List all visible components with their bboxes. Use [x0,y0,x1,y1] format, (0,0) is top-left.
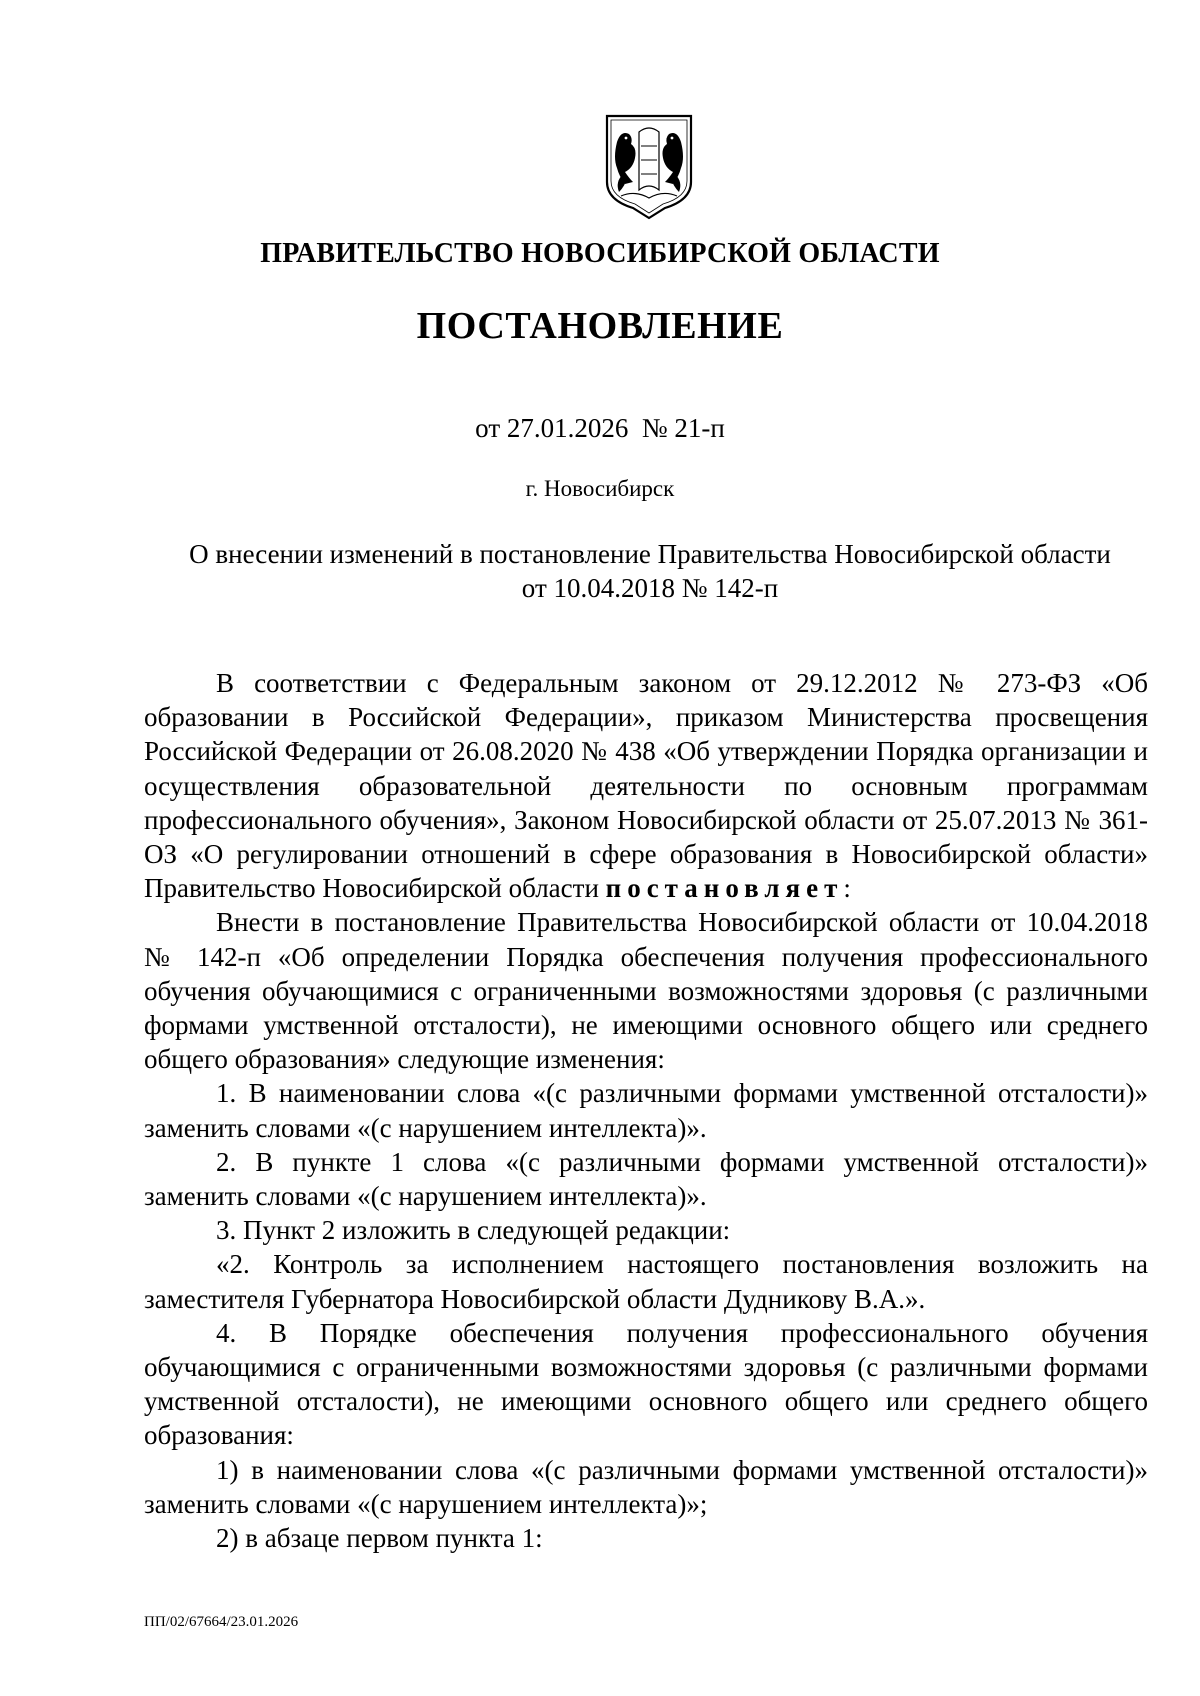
preamble-paragraph [144,666,1148,905]
resolves-colon: : [843,873,851,904]
coat-of-arms-icon [603,112,695,220]
resolves-word: постановляет [605,873,844,904]
body-paragraph: 1) в наименовании слова «(с различными формами умственной отсталости)» заменить словами «(с нарушением интеллекта)»; [144,1454,1148,1519]
body-paragraph: 4. В Порядке обеспечения получения профессионального обучения обучающимися с ограниченными возможностями здоровья (с различными формами умственной отсталости), не имеющими основного общего или среднего общего образования: [144,1317,1148,1451]
subject-line: от 10.04.2018 № 142-п [521,573,779,603]
body-paragraph: 2) в абзаце первом пункта 1: [216,1523,543,1554]
subject-line: О внесении изменений в постановление Правительства Новосибирской области [189,539,1111,569]
document-body [144,666,1148,1555]
body-paragraph: 3. Пункт 2 изложить в следующей редакции: [216,1215,731,1246]
body-paragraph: 2. В пункте 1 слова «(с различными формами умственной отсталости)» заменить словами «(с нарушением интеллекта)». [144,1146,1148,1212]
body-paragraph: «2. Контроль за исполнением настоящего постановления возложить на заместителя Губернатора Новосибирской области Дудникову В.А.». [144,1249,1148,1314]
preamble-text: В соответствии с Федеральным законом от 29.12.2012 № 273-ФЗ «Об образовании в Российской Федерации», приказом Министерства просвещения Российской Федерации от 26.08.2020 № 438 «Об утверждении Порядка организации и осуществления образовательной деятельности по основным программам профессионального обучения», Законом Новосибирской области от 25.07.2013 № 361-ОЗ «О регулировании отношений в сфере образования в Новосибирской области» Правительство Новосибирской области [144,668,1148,904]
document-date-number: от 27.01.2026 № 21-п [475,413,725,443]
body-paragraph: Внести в постановление Правительства Новосибирской области от 10.04.2018 № 142-п «Об определении Порядка обеспечения получения профессионального обучения обучающимися с ограниченными возможностями здоровья (с различными формами умственной отсталости), не имеющими основного общего или среднего общего образования» следующие изменения: [144,907,1148,1075]
government-name: ПРАВИТЕЛЬСТВО НОВОСИБИРСКОЙ ОБЛАСТИ [260,238,940,269]
footer-document-code: ПП/02/67664/23.01.2026 [144,1614,299,1630]
document-city: г. Новосибирск [525,476,675,501]
body-paragraph: 1. В наименовании слова «(с различными формами умственной отсталости)» заменить словами «(с нарушением интеллекта)». [144,1078,1148,1143]
document-type-title: ПОСТАНОВЛЕНИЕ [416,305,784,347]
document-subject [140,537,1160,605]
